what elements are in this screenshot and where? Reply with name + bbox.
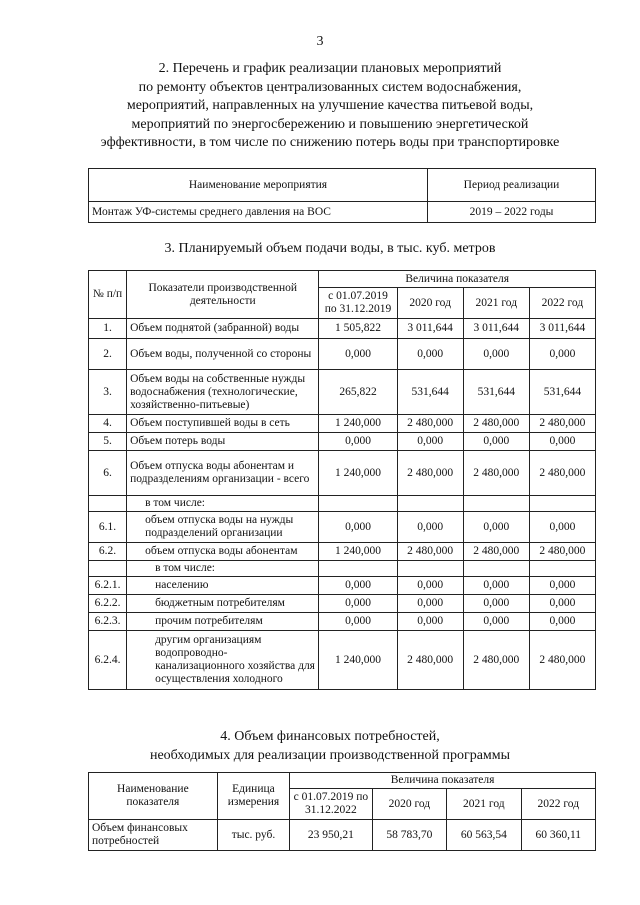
row-num: 6.2.1. (89, 577, 127, 595)
table-row (89, 415, 596, 433)
row-label: населению (127, 577, 319, 595)
table-row (89, 451, 596, 496)
activity-name: Монтаж УФ-системы среднего давления на ВОС (89, 202, 428, 223)
table-header-row (89, 773, 596, 789)
financial-name: Объем финансовых потребностей (89, 820, 218, 851)
header-value-group: Величина показателя (290, 773, 596, 789)
header-period: с 01.07.2019 по 31.12.2022 (290, 789, 372, 820)
row-value: 0,000 (397, 339, 463, 370)
section-2-title-line: по ремонту объектов централизованных систем водоснабжения, (138, 79, 522, 95)
table-header-row (89, 169, 596, 202)
row-value: 0,000 (319, 577, 397, 595)
header-value-group: Величина показателя (319, 271, 596, 288)
row-value (319, 496, 397, 512)
header-period: с 01.07.2019 по 31.12.2019 (319, 288, 397, 319)
row-value: 0,000 (397, 595, 463, 613)
row-num: 6.2.4. (89, 631, 127, 690)
financial-value: 60 360,11 (521, 820, 595, 851)
row-value: 3 011,644 (463, 319, 529, 339)
table-row (89, 496, 596, 512)
section-2-title (60, 60, 600, 153)
row-num: 2. (89, 339, 127, 370)
row-num: 3. (89, 370, 127, 415)
row-num: 4. (89, 415, 127, 433)
header-unit: Единица измерения (217, 773, 289, 820)
table-row (89, 370, 596, 415)
row-num: 6.2. (89, 543, 127, 561)
header-period: 2022 год (521, 789, 595, 820)
row-value: 0,000 (397, 512, 463, 543)
row-label: Объем отпуска воды абонентам и подразделениям организации - всего (127, 451, 319, 496)
row-value: 0,000 (463, 512, 529, 543)
row-value: 2 480,000 (397, 451, 463, 496)
header-indicator: Показатели производственной деятельности (127, 271, 319, 319)
row-label: другим организациям водопроводно-канализационного хозяйства для осуществления холодного (127, 631, 319, 690)
header-period: 2021 год (463, 288, 529, 319)
row-label: Объем воды, полученной со стороны (127, 339, 319, 370)
row-value: 0,000 (529, 433, 595, 451)
table-row (89, 319, 596, 339)
row-value: 0,000 (319, 595, 397, 613)
header-period: 2021 год (447, 789, 521, 820)
row-value: 265,822 (319, 370, 397, 415)
table-row (89, 613, 596, 631)
header-name: Наименование показателя (89, 773, 218, 820)
row-value: 0,000 (463, 613, 529, 631)
water-supply-table (88, 270, 596, 690)
section-4-title-line: необходимых для реализации производственной программы (149, 747, 511, 763)
row-value: 0,000 (319, 512, 397, 543)
financial-unit: тыс. руб. (217, 820, 289, 851)
header-period: 2020 год (397, 288, 463, 319)
row-value: 0,000 (529, 613, 595, 631)
row-value: 2 480,000 (463, 543, 529, 561)
table-row (89, 820, 596, 851)
row-value: 0,000 (319, 339, 397, 370)
financial-needs-table (88, 772, 596, 851)
row-value: 531,644 (463, 370, 529, 415)
row-value: 1 240,000 (319, 451, 397, 496)
section-4-title-line: 4. Объем финансовых потребностей, (220, 729, 440, 744)
row-value: 0,000 (463, 577, 529, 595)
table-row (89, 339, 596, 370)
row-value: 531,644 (529, 370, 595, 415)
table-row (89, 577, 596, 595)
row-value: 1 240,000 (319, 543, 397, 561)
row-value: 2 480,000 (463, 631, 529, 690)
row-value: 0,000 (529, 339, 595, 370)
row-num (89, 496, 127, 512)
row-value: 2 480,000 (529, 451, 595, 496)
row-value: 2 480,000 (463, 451, 529, 496)
row-label: в том числе: (127, 561, 319, 577)
financial-value: 58 783,70 (372, 820, 446, 851)
row-label: объем отпуска воды на нужды подразделений организации (127, 512, 319, 543)
section-2-title-line: 2. Перечень и график реализации плановых мероприятий (158, 61, 502, 76)
row-num: 6.1. (89, 512, 127, 543)
row-value: 2 480,000 (397, 631, 463, 690)
row-value: 0,000 (397, 577, 463, 595)
activity-period: 2019 – 2022 годы (428, 202, 596, 223)
row-value: 1 240,000 (319, 631, 397, 690)
row-label: в том числе: (127, 496, 319, 512)
activities-table (88, 168, 596, 223)
row-value: 0,000 (529, 595, 595, 613)
table-row (89, 512, 596, 543)
header-period: Период реализации (428, 169, 596, 202)
table-row (89, 595, 596, 613)
section-2-title-line: эффективности, в том числе по снижению потерь воды при транспортировке (100, 135, 560, 150)
row-value: 2 480,000 (397, 543, 463, 561)
row-value: 2 480,000 (463, 415, 529, 433)
row-value: 0,000 (463, 433, 529, 451)
row-label: Объем воды на собственные нужды водоснабжения (технологические, хозяйственно-питьевые) (127, 370, 319, 415)
row-label: Объем поступившей воды в сеть (127, 415, 319, 433)
row-value (463, 496, 529, 512)
section-2-title-line: мероприятий по энергосбережению и повышению энергетической (131, 116, 529, 132)
row-value: 0,000 (397, 613, 463, 631)
table-row (89, 543, 596, 561)
row-value: 0,000 (463, 595, 529, 613)
table-row (89, 561, 596, 577)
row-label: прочим потребителям (127, 613, 319, 631)
row-value (529, 496, 595, 512)
row-label: Объем поднятой (забранной) воды (127, 319, 319, 339)
row-num: 5. (89, 433, 127, 451)
row-value (319, 561, 397, 577)
section-2-title-line: мероприятий, направленных на улучшение качества питьевой воды, (126, 98, 534, 113)
row-value: 1 505,822 (319, 319, 397, 339)
row-num: 1. (89, 319, 127, 339)
page-number: 3 (316, 34, 324, 49)
row-label: Объем потерь воды (127, 433, 319, 451)
row-value: 2 480,000 (529, 631, 595, 690)
header-num: № п/п (89, 271, 127, 319)
table-row (89, 631, 596, 690)
row-label: объем отпуска воды абонентам (127, 543, 319, 561)
row-value (397, 561, 463, 577)
header-period: 2022 год (529, 288, 595, 319)
row-label: бюджетным потребителям (127, 595, 319, 613)
header-period: 2020 год (372, 789, 446, 820)
header-activity-name: Наименование мероприятия (89, 169, 428, 202)
table-row (89, 433, 596, 451)
row-value: 0,000 (463, 339, 529, 370)
row-value (463, 561, 529, 577)
row-value: 3 011,644 (397, 319, 463, 339)
row-value: 2 480,000 (529, 415, 595, 433)
row-num (89, 561, 127, 577)
section-4-title (60, 728, 600, 765)
row-value: 1 240,000 (319, 415, 397, 433)
financial-value: 23 950,21 (290, 820, 372, 851)
financial-value: 60 563,54 (447, 820, 521, 851)
row-value: 0,000 (529, 512, 595, 543)
row-value: 0,000 (529, 577, 595, 595)
row-value: 3 011,644 (529, 319, 595, 339)
section-3-title: 3. Планируемый объем подачи воды, в тыс. куб. метров (164, 241, 496, 256)
row-value: 2 480,000 (397, 415, 463, 433)
row-value: 0,000 (397, 433, 463, 451)
table-header-row (89, 271, 596, 288)
row-value: 0,000 (319, 613, 397, 631)
row-num: 6.2.2. (89, 595, 127, 613)
row-num: 6.2.3. (89, 613, 127, 631)
row-value: 531,644 (397, 370, 463, 415)
table-row (89, 202, 596, 223)
row-value: 0,000 (319, 433, 397, 451)
row-value (397, 496, 463, 512)
row-value (529, 561, 595, 577)
row-num: 6. (89, 451, 127, 496)
row-value: 2 480,000 (529, 543, 595, 561)
